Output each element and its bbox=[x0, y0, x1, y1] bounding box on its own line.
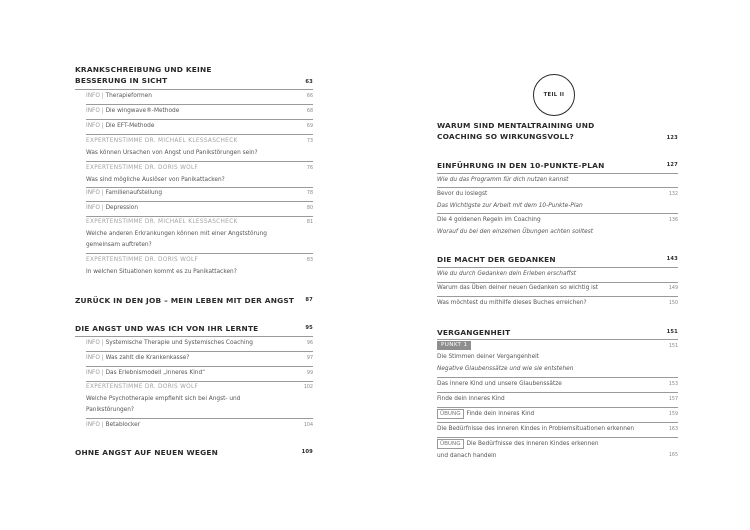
toc-section-warum-mentaltraining[interactable] bbox=[437, 120, 678, 144]
separator: | bbox=[99, 190, 106, 196]
toc-entry[interactable] bbox=[437, 283, 678, 295]
toc-entry-punkt[interactable] bbox=[437, 341, 678, 353]
toc-section-vergangenheit[interactable] bbox=[437, 327, 678, 338]
section-divider bbox=[437, 267, 678, 268]
entry-page-number: 102 bbox=[303, 385, 313, 390]
info-label: INFO bbox=[86, 108, 100, 114]
section-title-line1: WARUM SIND MENTALTRAINING UND bbox=[437, 121, 595, 130]
entry-subtitle: Worauf du bei den einzelnen Übungen achten solltest bbox=[437, 228, 593, 235]
entry-title: Was zahlt die Krankenkasse? bbox=[105, 355, 190, 361]
entry-divider bbox=[437, 422, 678, 423]
entry-divider bbox=[86, 253, 313, 254]
entry-title-line2: und danach handeln bbox=[437, 452, 497, 459]
toc-entry[interactable] bbox=[437, 189, 678, 212]
chapter-title: ZURÜCK IN DEN JOB – MEIN LEBEN MIT DER ANGST bbox=[75, 296, 295, 305]
separator: | bbox=[99, 370, 106, 376]
section-intro-text: Wie du das Programm für dich nutzen kannst bbox=[437, 177, 569, 183]
entry-page-number: 132 bbox=[668, 192, 678, 197]
entry-page-number: 151 bbox=[668, 344, 678, 349]
entry-page-number: 97 bbox=[306, 356, 313, 361]
section-title-line2: COACHING SO WIRKUNGSVOLL? bbox=[437, 132, 574, 141]
separator: | bbox=[99, 108, 106, 114]
section-page-number: 143 bbox=[666, 256, 678, 262]
chapter-page-number: 87 bbox=[305, 297, 313, 303]
chapter-title: OHNE ANGST AUF NEUEN WEGEN bbox=[75, 448, 219, 457]
entry-page-number: 68 bbox=[306, 109, 313, 114]
entry-divider bbox=[86, 134, 313, 135]
separator: | bbox=[99, 340, 106, 346]
entry-divider bbox=[437, 296, 678, 297]
entry-divider bbox=[437, 437, 678, 438]
entry-title-line1: Die Bedürfnisse des inneren Kindes erkennen bbox=[466, 441, 599, 447]
entry-title: Was möchtest du mithilfe dieses Buches erreichen? bbox=[437, 300, 587, 306]
expert-label: EXPERTENSTIMME DR. MICHAEL KLESSASCHECK bbox=[86, 219, 238, 225]
entry-page-number: 150 bbox=[668, 301, 678, 306]
toc-entry[interactable] bbox=[86, 121, 313, 133]
entry-divider bbox=[86, 119, 313, 120]
entry-title: Das Erlebnismodell „inneres Kind“ bbox=[105, 370, 206, 376]
entry-divider bbox=[86, 366, 313, 367]
entry-page-number: 66 bbox=[306, 94, 313, 99]
info-label: INFO bbox=[86, 355, 100, 361]
uebung-badge: ÜBUNG bbox=[437, 409, 464, 419]
entry-divider bbox=[86, 351, 313, 352]
toc-entry-expert[interactable] bbox=[86, 382, 313, 417]
separator: | bbox=[99, 93, 106, 99]
expert-label: EXPERTENSTIMME DR. DORIS WOLF bbox=[86, 384, 199, 390]
section-title: EINFÜHRUNG IN DEN 10-PUNKTE-PLAN bbox=[437, 161, 605, 170]
entry-title: Finde dein inneres Kind bbox=[466, 411, 535, 417]
entry-title: Systemische Therapie und Systemisches Coaching bbox=[105, 340, 253, 346]
entry-title: Die EFT-Methode bbox=[105, 123, 155, 129]
toc-entry-uebung[interactable] bbox=[437, 409, 678, 421]
separator: | bbox=[99, 123, 106, 129]
entry-divider bbox=[86, 104, 313, 105]
entry-subtitle: Negative Glaubenssätze und wie sie entstehen bbox=[437, 365, 574, 372]
info-label: INFO bbox=[86, 422, 100, 428]
chapter-title: DIE ANGST UND WAS ICH VON IHR LERNTE bbox=[75, 324, 259, 333]
toc-section-macht-der-gedanken[interactable] bbox=[437, 254, 678, 265]
entry-page-number: 78 bbox=[306, 191, 313, 196]
toc-entry[interactable] bbox=[86, 368, 313, 380]
separator: | bbox=[99, 355, 106, 361]
entry-title-line2: gemeinsam auftreten? bbox=[86, 242, 152, 248]
toc-entry[interactable] bbox=[86, 353, 313, 365]
entry-page-number: 157 bbox=[668, 397, 678, 402]
entry-title: Die wingwave®-Methode bbox=[105, 108, 180, 114]
entry-title: Bevor du loslegst bbox=[437, 191, 488, 197]
entry-page-number: 83 bbox=[306, 258, 313, 263]
entry-title: Die 4 goldenen Regeln im Coaching bbox=[437, 217, 541, 223]
entry-title: Die Stimmen deiner Vergangenheit bbox=[437, 354, 540, 360]
chapter-page-number: 63 bbox=[305, 79, 313, 85]
toc-entry-expert[interactable] bbox=[86, 136, 313, 159]
chapter-title-line1: KRANKSCHREIBUNG UND KEINE bbox=[75, 65, 212, 74]
toc-entry[interactable] bbox=[86, 188, 313, 200]
toc-entry-expert[interactable] bbox=[86, 255, 313, 278]
info-label: INFO bbox=[86, 123, 100, 129]
entry-title-line1: Welche Psychotherapie empfiehlt sich bei Angst- und bbox=[86, 395, 241, 402]
expert-label: EXPERTENSTIMME DR. DORIS WOLF bbox=[86, 257, 199, 263]
toc-chapter-krankschreibung[interactable] bbox=[75, 64, 313, 88]
toc-chapter-die-angst[interactable] bbox=[75, 323, 313, 334]
entry-page-number: 159 bbox=[668, 412, 678, 417]
section-title: VERGANGENHEIT bbox=[437, 328, 511, 337]
section-intro bbox=[437, 269, 678, 281]
info-label: INFO bbox=[86, 190, 100, 196]
entry-divider bbox=[437, 187, 678, 188]
toc-entry[interactable] bbox=[437, 424, 678, 436]
toc-entry[interactable] bbox=[86, 91, 313, 103]
entry-title: Was sind mögliche Auslöser von Panikattacken? bbox=[86, 176, 225, 183]
entry-page-number: 73 bbox=[306, 139, 313, 144]
toc-entry[interactable] bbox=[86, 203, 313, 215]
entry-title: Finde dein inneres Kind bbox=[437, 396, 505, 402]
entry-title: In welchen Situationen kommt es zu Panikattacken? bbox=[86, 268, 237, 275]
info-label: INFO bbox=[86, 205, 100, 211]
info-label: INFO bbox=[86, 370, 100, 376]
entry-page-number: 165 bbox=[668, 453, 678, 458]
entry-page-number: 149 bbox=[668, 286, 678, 291]
entry-subtitle: Das Wichtigste zur Arbeit mit dem 10-Punkte-Plan bbox=[437, 202, 583, 209]
toc-entry[interactable] bbox=[437, 298, 678, 310]
toc-entry[interactable] bbox=[437, 394, 678, 406]
section-page-number: 127 bbox=[666, 162, 678, 168]
toc-entry[interactable] bbox=[437, 215, 678, 238]
entry-divider bbox=[437, 213, 678, 214]
toc-section-10-punkte-plan[interactable] bbox=[437, 160, 678, 171]
entry-page-number: 96 bbox=[306, 341, 313, 346]
section-title: DIE MACHT DER GEDANKEN bbox=[437, 255, 556, 264]
section-intro-text: Wie du durch Gedanken dein Erleben erschaffst bbox=[437, 271, 577, 277]
section-page-number: 151 bbox=[666, 329, 678, 335]
separator: | bbox=[99, 422, 106, 428]
entry-divider bbox=[437, 392, 678, 393]
chapter-page-number: 109 bbox=[301, 449, 313, 455]
toc-entry[interactable] bbox=[86, 106, 313, 118]
section-page-number: 123 bbox=[666, 135, 678, 141]
entry-divider bbox=[437, 407, 678, 408]
entry-title: Was können Ursachen von Angst und Panikstörungen sein? bbox=[86, 149, 258, 156]
entry-page-number: 81 bbox=[306, 220, 313, 225]
entry-title: Therapieformen bbox=[105, 93, 152, 99]
entry-page-number: 163 bbox=[668, 427, 678, 432]
separator: | bbox=[99, 205, 106, 211]
section-divider bbox=[437, 339, 678, 340]
section-intro bbox=[437, 175, 678, 187]
entry-title: Die Bedürfnisse des inneren Kindes in Problemsituationen erkennen bbox=[437, 426, 635, 432]
toc-entry-expert[interactable] bbox=[86, 217, 313, 252]
chapter-divider bbox=[75, 336, 313, 337]
part-badge-label: TEIL II bbox=[543, 92, 565, 98]
expert-label: EXPERTENSTIMME DR. DORIS WOLF bbox=[86, 165, 199, 171]
toc-entry-expert[interactable] bbox=[86, 163, 313, 186]
entry-divider bbox=[86, 418, 313, 419]
entry-page-number: 99 bbox=[306, 371, 313, 376]
entry-title: Das innere Kind und unsere Glaubenssätze bbox=[437, 381, 562, 387]
entry-page-number: 136 bbox=[668, 218, 678, 223]
section-divider bbox=[437, 173, 678, 174]
uebung-badge: ÜBUNG bbox=[437, 439, 464, 449]
punkt-badge: PUNKT 1 bbox=[437, 341, 471, 350]
entry-title: Depression bbox=[105, 205, 138, 211]
toc-chapter-zurueck-in-den-job[interactable] bbox=[75, 295, 313, 306]
entry-title-line2: Panikstörungen? bbox=[86, 407, 134, 413]
toc-entry-uebung[interactable] bbox=[437, 439, 678, 462]
entry-title: Betablocker bbox=[105, 422, 141, 428]
entry-divider bbox=[86, 161, 313, 162]
toc-entry[interactable] bbox=[86, 338, 313, 350]
part-badge bbox=[533, 74, 575, 116]
toc-chapter-ohne-angst[interactable] bbox=[75, 447, 313, 458]
chapter-title-line2: BESSERUNG IN SICHT bbox=[75, 76, 168, 85]
entry-divider bbox=[437, 377, 678, 378]
entry-page-number: 104 bbox=[303, 423, 313, 428]
chapter-page-number: 95 bbox=[305, 325, 313, 331]
chapter-divider bbox=[75, 89, 313, 90]
info-label: INFO bbox=[86, 93, 100, 99]
toc-entry[interactable] bbox=[437, 352, 678, 375]
entry-page-number: 76 bbox=[306, 166, 313, 171]
expert-label: EXPERTENSTIMME DR. MICHAEL KLESSASCHECK bbox=[86, 138, 238, 144]
entry-page-number: 69 bbox=[306, 124, 313, 129]
entry-divider bbox=[86, 201, 313, 202]
toc-entry[interactable] bbox=[437, 379, 678, 391]
entry-title: Warum das Üben deiner neuen Gedanken so wichtig ist bbox=[437, 285, 599, 291]
entry-page-number: 80 bbox=[306, 206, 313, 211]
info-label: INFO bbox=[86, 340, 100, 346]
entry-title: Familienaufstellung bbox=[105, 190, 163, 196]
entry-title-line1: Welche anderen Erkrankungen können mit einer Angststörung bbox=[86, 230, 267, 237]
toc-entry[interactable] bbox=[86, 420, 313, 432]
entry-page-number: 153 bbox=[668, 382, 678, 387]
